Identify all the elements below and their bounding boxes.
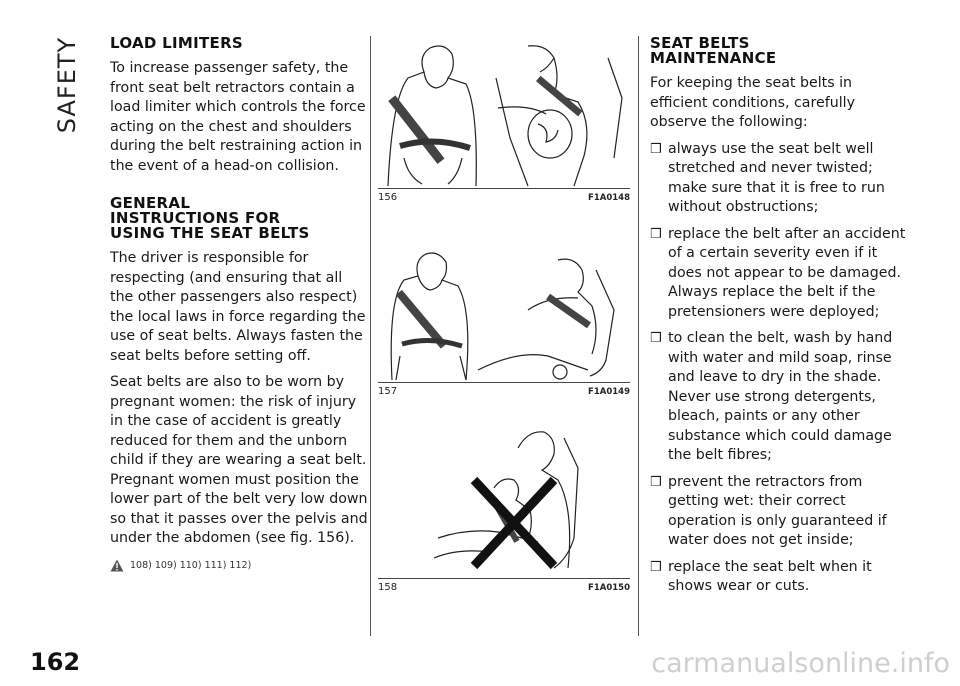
figure-caption xyxy=(378,578,630,593)
figure-code: F1A0148 xyxy=(588,193,630,203)
page-number: 162 xyxy=(30,648,81,676)
maintenance-list xyxy=(650,140,908,597)
figure-number: 157 xyxy=(378,386,398,397)
list-item-text: to clean the belt, wash by hand with water and mild soap, rinse and leave to dry in the shade. Never use strong detergents, bleach, paints or any other substance which could damage the belt fibres; xyxy=(668,330,893,463)
column-divider-right xyxy=(638,36,639,636)
seatbelt-position-illustration xyxy=(378,250,630,382)
list-item-text: always use the seat belt well stretched and never twisted; make sure that it is free to run without obstructions; xyxy=(668,140,885,215)
figure-158 xyxy=(378,418,630,593)
list-item xyxy=(650,140,908,218)
figure-157 xyxy=(378,250,630,397)
figure-code: F1A0149 xyxy=(588,387,630,397)
list-item-text: prevent the retractors from getting wet: their correct operation is only guaranteed if water does not get inside; xyxy=(668,473,887,548)
list-item-text: replace the belt after an accident of a certain severity even if it does not appear to be damaged. Always replace the belt if the pretensioners were deployed; xyxy=(668,225,906,320)
maintenance-intro: For keeping the seat belts in efficient conditions, carefully observe the following: xyxy=(650,75,855,130)
general-paragraph: Seat belts are also to be worn by pregnant women: the risk of injury in the case of accident is greatly reduced for them and the unborn child if they are wearing a seat belt. Pregnant women must position the lower part of the belt very low down so that it passes over the pelvis and under the abdomen (see fig. 156). xyxy=(110,374,368,546)
checkbox-bullet-icon: ❒ xyxy=(650,226,662,242)
general-instructions-heading: GENERAL INSTRUCTIONS FOR USING THE SEAT BELTS xyxy=(110,194,310,242)
warning-references xyxy=(110,556,368,576)
left-column xyxy=(110,36,368,575)
list-item xyxy=(650,558,908,597)
figure-number: 158 xyxy=(378,582,398,593)
maintenance-heading: SEAT BELTS MAINTENANCE xyxy=(650,34,777,67)
figure-caption xyxy=(378,382,630,397)
list-item-text: replace the seat belt when it shows wear or cuts. xyxy=(668,558,872,594)
warning-icon xyxy=(110,559,124,572)
checkbox-bullet-icon: ❒ xyxy=(650,141,662,157)
checkbox-bullet-icon: ❒ xyxy=(650,474,662,490)
figure-number: 156 xyxy=(378,192,398,203)
list-item xyxy=(650,473,908,551)
figure-156 xyxy=(378,38,630,203)
figure-caption xyxy=(378,188,630,203)
general-paragraph: The driver is responsible for respecting (and ensuring that all the other passengers also respect) the local laws in force regarding the use of seat belts. Always fasten the seat belts before setting off. xyxy=(110,250,366,364)
pregnant-seatbelt-illustration xyxy=(378,38,630,188)
section-tab-label: SAFETY xyxy=(53,36,81,134)
load-limiters-heading: LOAD LIMITERS xyxy=(110,34,244,52)
list-item xyxy=(650,225,908,323)
list-item xyxy=(650,329,908,466)
watermark[interactable]: carmanualsonline.info xyxy=(651,648,950,679)
load-limiters-text: To increase passenger safety, the front seat belt retractors contain a load limiter which controls the force acting on the chest and shoulders during the belt restraining action in the event of a head-on collision. xyxy=(110,60,366,174)
warning-refs-text: 108) 109) 110) 111) 112) xyxy=(130,559,252,571)
checkbox-bullet-icon: ❒ xyxy=(650,331,662,346)
incorrect-child-seatbelt-illustration xyxy=(378,418,630,578)
checkbox-bullet-icon: ❒ xyxy=(650,559,662,575)
column-divider-left xyxy=(370,36,371,636)
right-column xyxy=(650,36,908,604)
section-tab xyxy=(52,36,82,134)
figure-code: F1A0150 xyxy=(588,583,630,593)
